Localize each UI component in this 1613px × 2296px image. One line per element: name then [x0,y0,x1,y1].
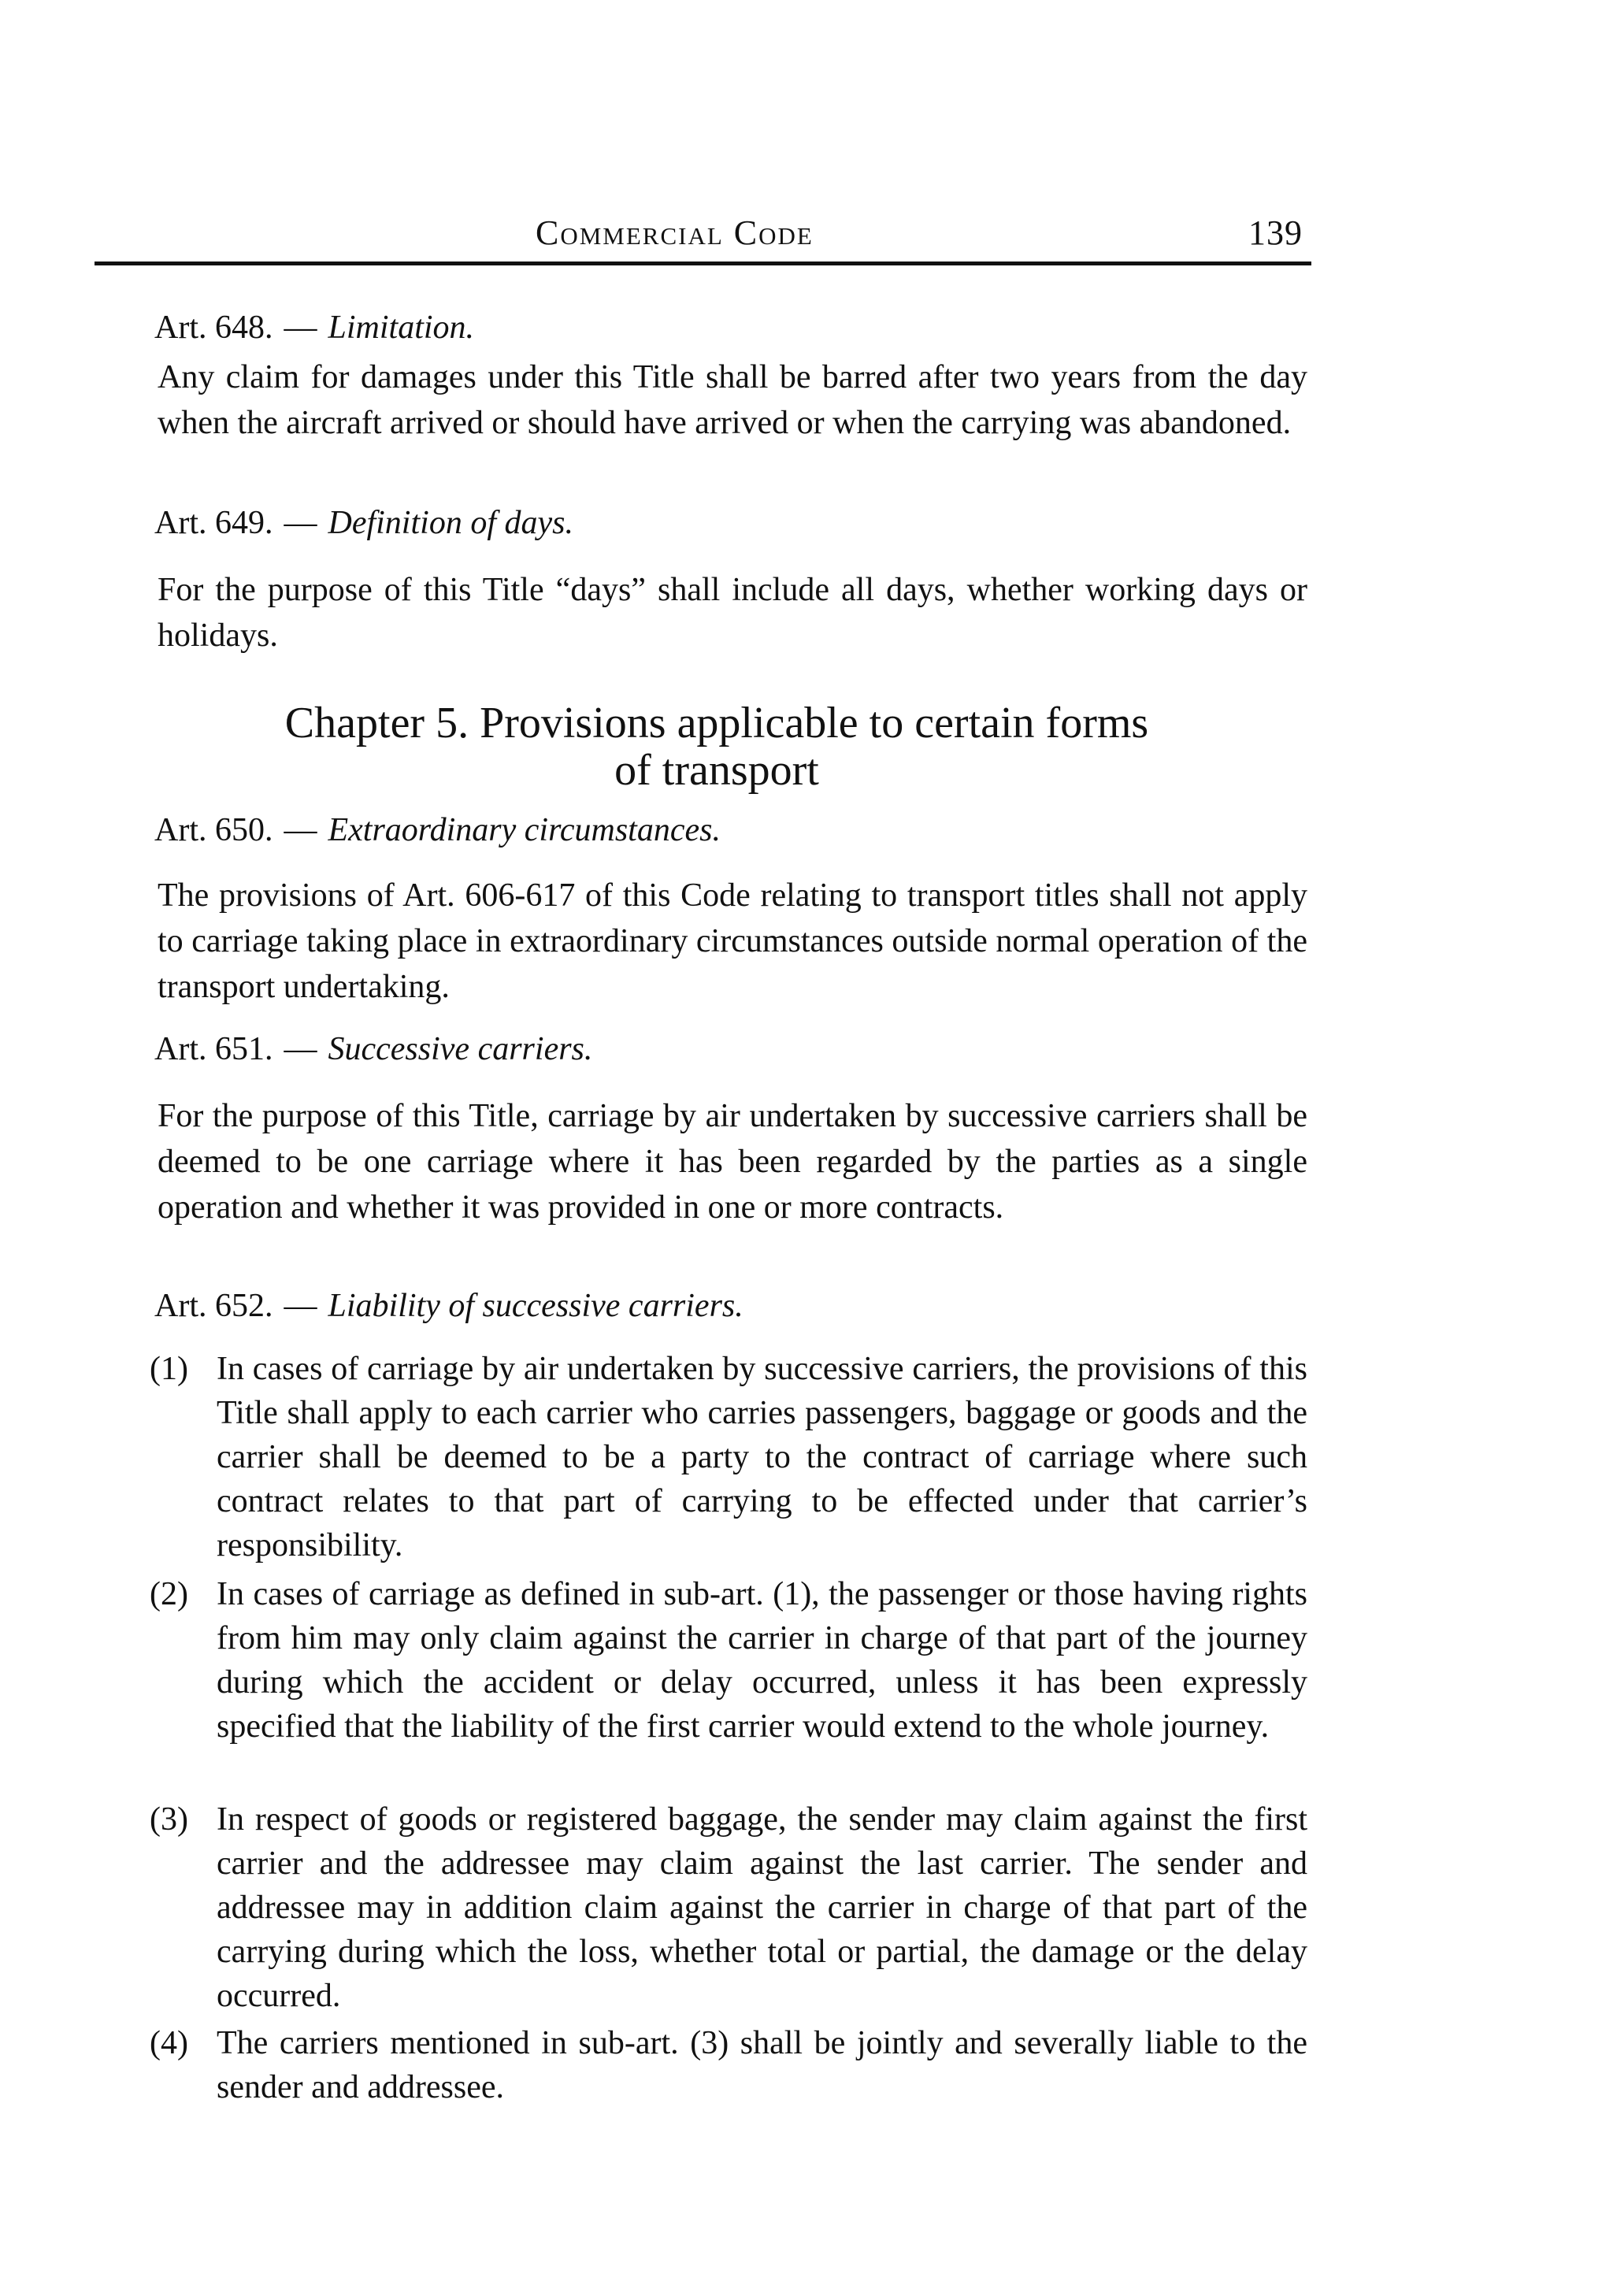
page-number: 139 [1248,213,1303,252]
sub-article-marker: (2) [150,1576,188,1612]
sub-article-marker: (3) [150,1801,188,1838]
article-650-heading: Art. 650. — Extraordinary circumstances. [154,812,721,848]
article-651-heading: Art. 651. — Successive carriers. [154,1031,593,1067]
article-649-number: Art. 649. [154,505,273,541]
sub-article-marker: (4) [150,2025,188,2061]
article-650-text: The provisions of Art. 606-617 of this Code relating to transport titles shall not apply to carriage taking place in extraordinary circumstances outside normal operation of the transport undertaking. [158,877,1307,1005]
sub-article-text: In cases of carriage by air undertaken by successive carriers, the provisions of this Title shall apply to each carrier who carries passengers, baggage or goods and the carrier shall be deemed to be a party to the contract of carriage where such contract relates to that part of carrying to be effected under that carrier’s responsibility. [217,1351,1307,1563]
article-652-title: Liability of successive carriers. [328,1288,743,1324]
sub-article-text: In cases of carriage as defined in sub-art. (1), the passenger or those having rights from him may only claim against the carrier in charge of that part of the journey during which the accident or delay occurred, unless it has been expressly specified that the liability of the first carrier would extend to the whole journey. [217,1576,1307,1745]
chapter-heading-line2: of transport [614,746,819,795]
article-648-text: Any claim for damages under this Title shall be barred after two years from the day when the aircraft arrived or should have arrived or when the carrying was abandoned. [158,359,1307,441]
article-651-number: Art. 651. [154,1031,273,1067]
sub-article-text: In respect of goods or registered baggage, the sender may claim against the first carrier and the addressee may claim against the last carrier. The sender and addressee may in addition claim against the carrier in charge of that part of the carrying during which the loss, whether total or partial, the damage or the delay occurred. [217,1801,1307,2014]
article-648-heading: Art. 648. — Limitation. [154,310,475,346]
chapter-heading [236,699,1197,794]
article-648-number: Art. 648. [154,310,273,346]
article-652-heading: Art. 652. — Liability of successive carriers. [154,1288,743,1324]
sub-article-text: The carriers mentioned in sub-art. (3) shall be jointly and severally liable to the sender and addressee. [217,2025,1307,2105]
header-rule [95,261,1311,265]
chapter-heading-line1: Chapter 5. Provisions applicable to certain forms [284,699,1149,747]
article-649-heading: Art. 649. — Definition of days. [154,505,573,541]
sub-article-marker: (1) [150,1351,188,1387]
article-649-text: For the purpose of this Title “days” shall include all days, whether working days or holidays. [158,572,1307,654]
article-651-title: Successive carriers. [328,1031,593,1067]
article-649-title: Definition of days. [328,505,573,541]
article-650-title: Extraordinary circumstances. [328,812,721,848]
article-651-text: For the purpose of this Title, carriage by air undertaken by successive carriers shall be deemed to be one carriage where it has been regarded by the parties as a single operation and whether it was provided in one or more contracts. [158,1098,1307,1226]
article-648-title: Limitation. [328,310,475,346]
article-652-number: Art. 652. [154,1288,273,1324]
article-650-number: Art. 650. [154,812,273,848]
running-header-title: Commercial Code [536,213,814,252]
